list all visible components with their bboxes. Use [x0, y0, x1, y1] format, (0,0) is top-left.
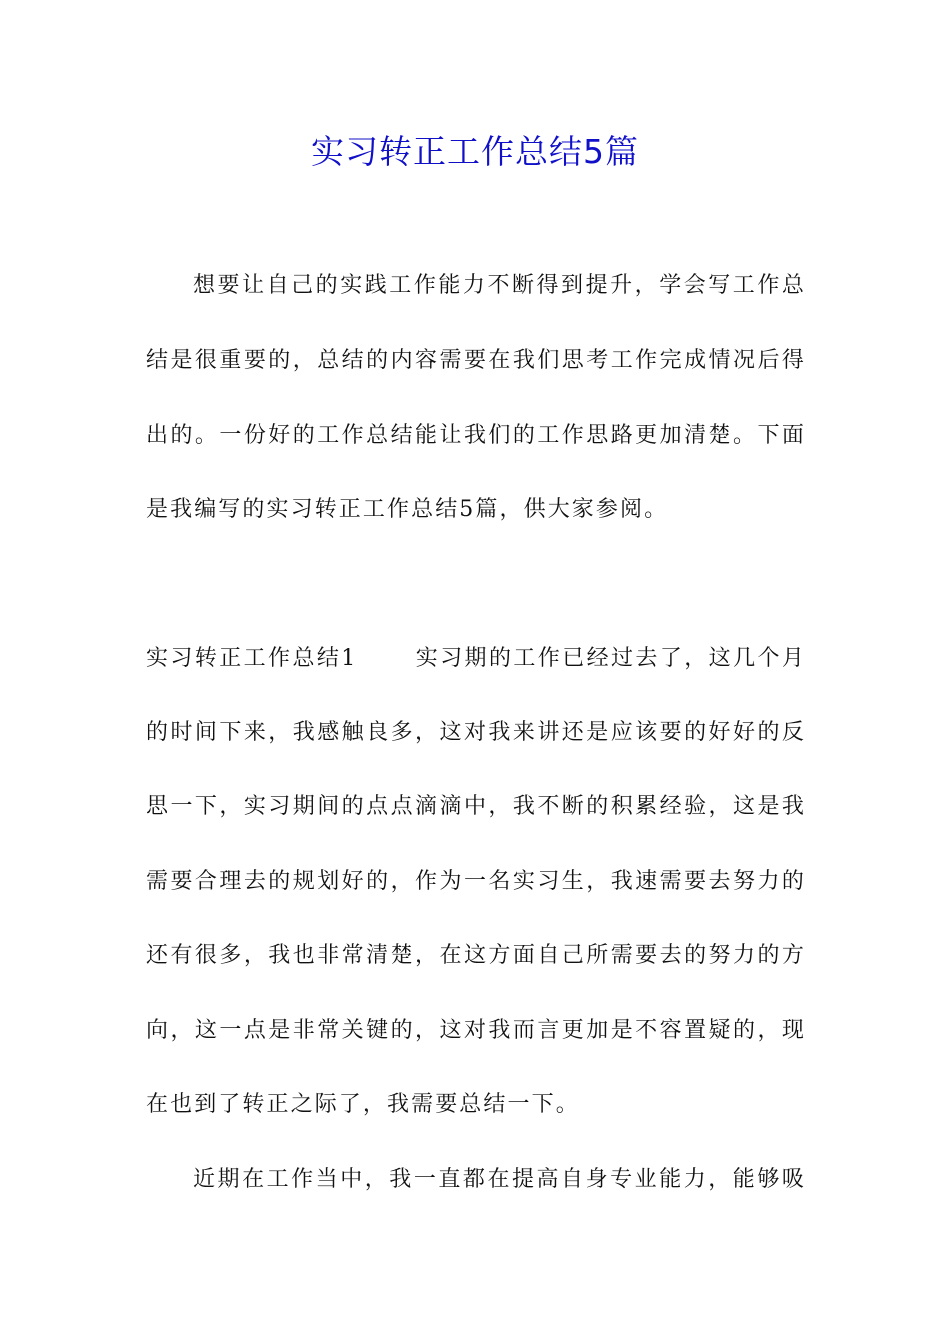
section1-line-4: 需要合理去的规划好的，作为一名实习生，我速需要去努力的	[146, 869, 806, 894]
section1-line-6: 向，这一点是非常关键的，这对我而言更加是不容置疑的，现	[146, 1018, 806, 1043]
section1-first-line	[146, 641, 806, 677]
section1-line-7: 在也到了转正之际了，我需要总结一下。	[146, 1092, 580, 1117]
intro-line-2: 结是很重要的，总结的内容需要在我们思考工作完成情况后得	[146, 348, 806, 373]
section1-line-5: 还有很多，我也非常清楚，在这方面自己所需要去的努力的方	[146, 943, 806, 968]
section1-heading: 实习转正工作总结1	[146, 646, 358, 671]
section1-line-2: 的时间下来，我感触良多，这对我来讲还是应该要的好好的反	[146, 720, 806, 745]
section1-first-line-text: 实习期的工作已经过去了，这几个月	[415, 646, 806, 671]
document-title: 实习转正工作总结5篇	[311, 132, 639, 171]
intro-line-4: 是我编写的实习转正工作总结5篇，供大家参阅。	[146, 497, 669, 522]
intro-line-1: 想要让自己的实践工作能力不断得到提升，学会写工作总	[193, 273, 806, 298]
paragraph2-line-1: 近期在工作当中，我一直都在提高自身专业能力，能够吸	[193, 1167, 806, 1192]
section1-line-3: 思一下，实习期间的点点滴滴中，我不断的积累经验，这是我	[146, 794, 806, 819]
intro-line-3: 出的。一份好的工作总结能让我们的工作思路更加清楚。下面	[146, 423, 806, 448]
